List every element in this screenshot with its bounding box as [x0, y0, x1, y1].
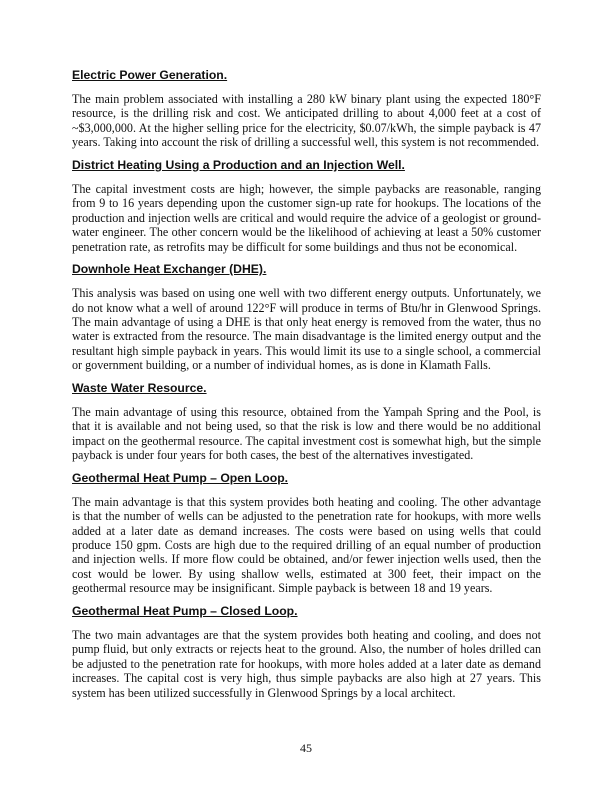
section-heading: Waste Water Resource.: [72, 380, 207, 395]
section-body: The main advantage of using this resource, obtained from the Yampah Spring and the Pool, is that it is available and not being used, so that the risk is low and there would be no additional impact on the geothermal resource. The capital investment cost is somewhat high, but the simple payback is under four years for both cases, the best of the alternatives investigated.: [72, 404, 541, 463]
section-body: The main advantage is that this system provides both heating and cooling. The other advantage is that the number of wells can be adjusted to the penetration rate for hookups, with more wells added at a later date as demand increases. The costs were based on using wells that could produce 150 gpm. Costs are high due to the required drilling of an equal number of production and injection wells. If more flow could be obtained, and/or fewer injection wells used, then the cost would be lower. By using shallow wells, estimated at 300 feet, their impact on the geothermal resource may be insignificant. Simple payback is between 18 and 19 years.: [72, 494, 541, 596]
section-electric-power: [72, 67, 541, 150]
section-heading: Downhole Heat Exchanger (DHE).: [72, 262, 267, 277]
section-waste-water: [72, 380, 541, 463]
section-body: The capital investment costs are high; however, the simple paybacks are reasonable, ranging from 9 to 16 years depending upon the customer sign-up rate for hookups. The locations of the production and injection wells are critical and would require the advice of a geologist or ground-water engineer. The other concern would be the likelihood of achieving at least a 50% customer penetration rate, as retrofits may be difficult for some buildings and thus not be economical.: [72, 181, 541, 254]
section-heat-pump-open-loop: [72, 470, 541, 596]
section-body: The two main advantages are that the system provides both heating and cooling, and does not pump fluid, but only extracts or rejects heat to the ground. Also, the number of holes drilled can be adjusted to the penetration rate for hookups, with more holes added at a later date as demand increases. The capital cost is very high, thus simple paybacks are also high at 27 years. This system has been utilized successfully in Glenwood Springs by a local architect.: [72, 627, 541, 700]
section-heading: Geothermal Heat Pump – Open Loop.: [72, 470, 289, 485]
section-heading: District Heating Using a Production and an Injection Well.: [72, 157, 405, 172]
section-heading: Geothermal Heat Pump – Closed Loop.: [72, 603, 298, 618]
section-body: The main problem associated with installing a 280 kW binary plant using the expected 180°F resource, is the drilling risk and cost. We anticipated drilling to about 4,000 feet at a cost of ~$3,000,000. At the higher selling price for the electricity, $0.07/kWh, the simple payback is 47 years. Taking into account the risk of drilling a successful well, this system is not recommended.: [72, 92, 541, 150]
page-number: 45: [300, 741, 312, 755]
section-heat-pump-closed-loop: [72, 603, 541, 700]
document-page: [72, 67, 541, 707]
section-downhole-heat-exchanger: [72, 261, 541, 373]
section-heading: Electric Power Generation.: [72, 68, 228, 82]
section-body: This analysis was based on using one well with two different energy outputs. Unfortunately, we do not know what a well of around 122°F will produce in terms of Btu/hr in Glenwood Springs. The main advantage of using a DHE is that only heat energy is removed from the water, thus no water is extracted from the resource. The main disadvantage is the limited energy output and the resultant high simple payback in years. This would limit its use to a single school, a commercial or government building, or a number of individual homes, as is done in Klamath Falls.: [72, 286, 541, 373]
section-district-heating: [72, 157, 541, 254]
